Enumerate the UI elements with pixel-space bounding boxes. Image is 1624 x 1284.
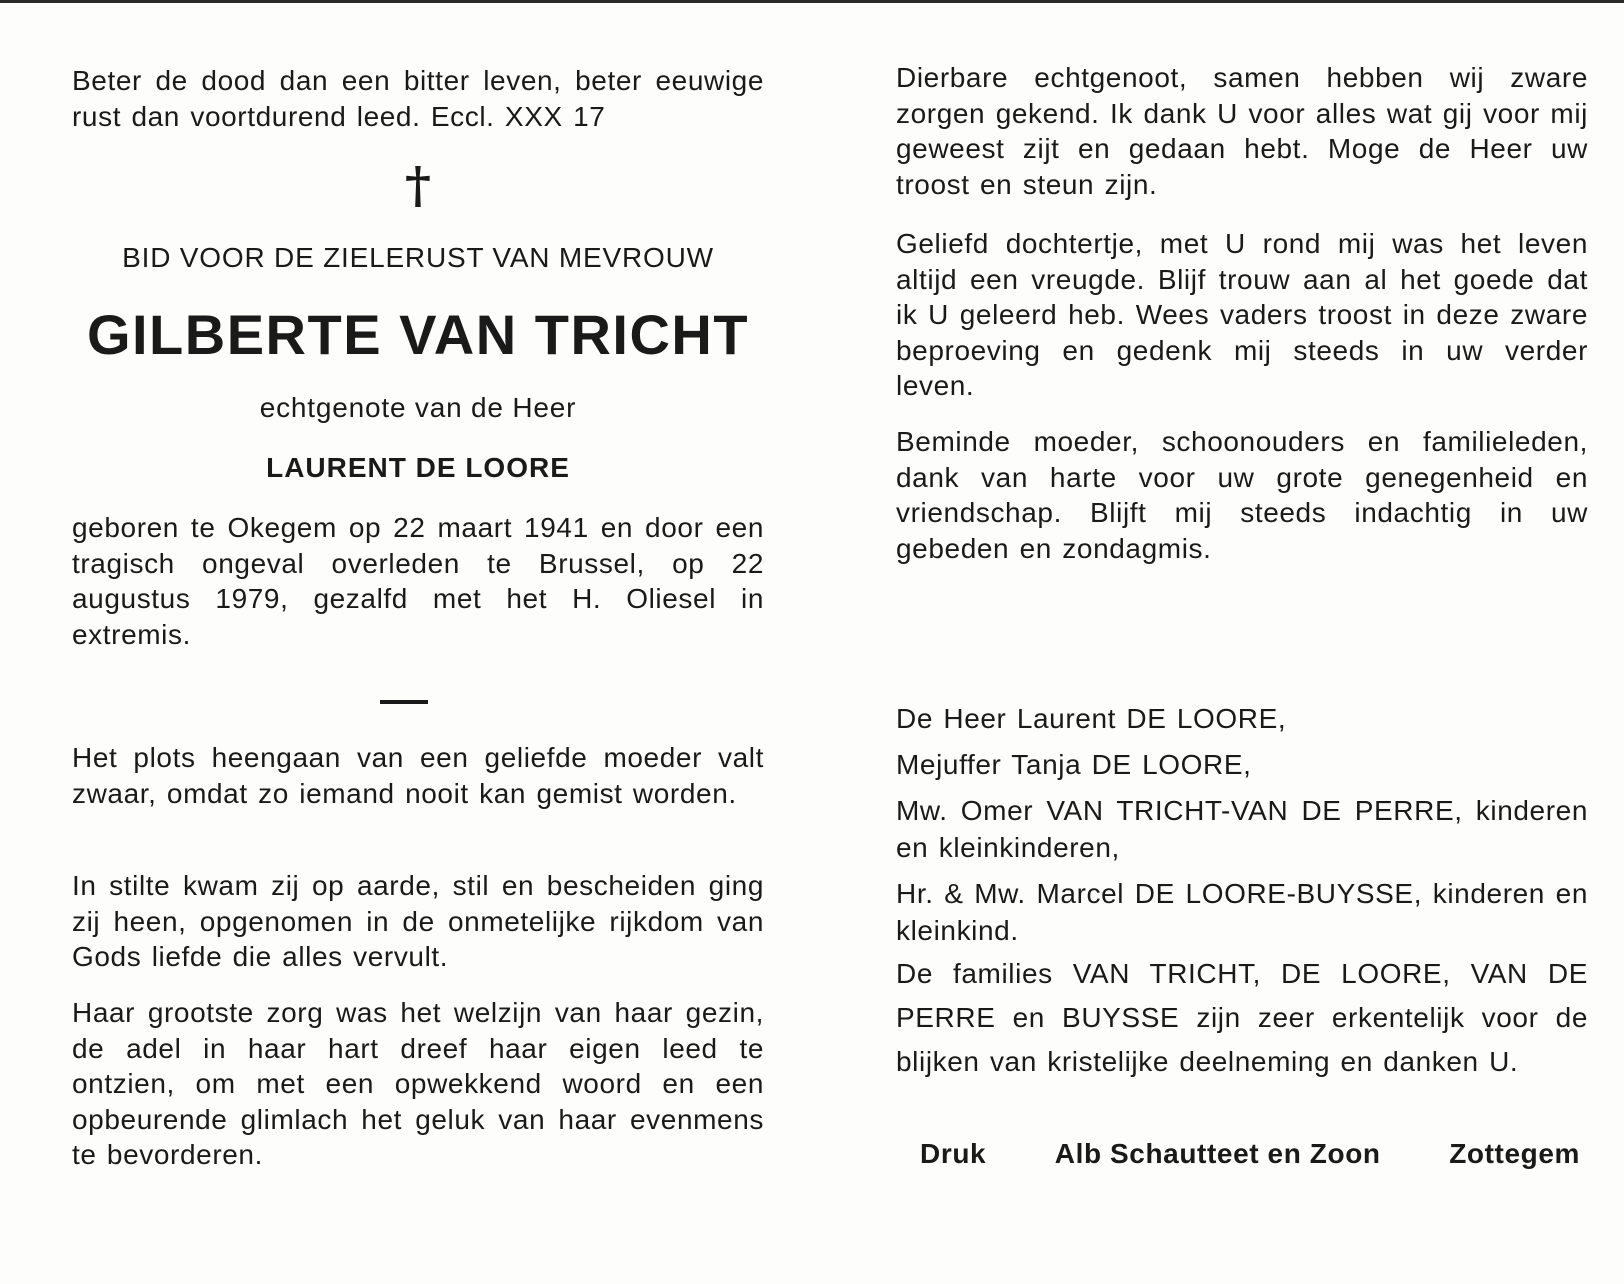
thanks-text: De families VAN TRICHT, DE LOORE, VAN DE PERRE en BUYSSE zijn zeer erkentelijk voor de blijken van kristelijke deelneming en danken U. (896, 958, 1588, 1077)
left-paragraph: Het plots heengaan van een geliefde moeder valt zwaar, omdat zo iemand nooit kan gemist worden. (72, 742, 764, 809)
prayer-request: BID VOOR DE ZIELERUST VAN MEVROUW (122, 242, 714, 273)
family-entry: Hr. & Mw. Marcel DE LOORE-BUYSSE, kinderen en kleinkind. (896, 878, 1588, 946)
card-top-edge (0, 0, 1624, 3)
birth-death-text: geboren te Okegem op 22 maart 1941 en door een tragisch ongeval overleden te Brussel, op 22 augustus 1979, gezalfd met het H. Oliesel in extremis. (72, 512, 764, 650)
family-entry: De Heer Laurent DE LOORE, (896, 703, 1287, 734)
printer-name: Alb Schautteet en Zoon (1054, 1138, 1381, 1169)
cross-icon: † (404, 155, 432, 214)
printer-label: Druk (920, 1138, 987, 1169)
spouse-name: LAURENT DE LOORE (266, 452, 570, 483)
spouse-intro: echtgenote van de Heer (259, 392, 577, 423)
left-paragraph: In stilte kwam zij op aarde, stil en bescheiden ging zij heen, opgenomen in de onmetelijke rijkdom van Gods liefde die alles vervult. (72, 870, 764, 972)
right-paragraph: Geliefd dochtertje, met U rond mij was het leven altijd een vreugde. Blijf trouw aan al het goede dat ik U geleerd heb. Wees vaders troost in deze zware beproeving en gedenk mij steeds in uw verder leven. (896, 228, 1588, 401)
divider (380, 700, 428, 704)
printer-credit (920, 1136, 1580, 1172)
left-paragraph: Haar grootste zorg was het welzijn van haar gezin, de adel in haar hart dreef haar eigen leed te ontzien, om met een opwekkend woord en een opbeurende glimlach het geluk van haar evenmens te bevorderen. (72, 997, 764, 1170)
right-paragraph: Dierbare echtgenoot, samen hebben wij zware zorgen gekend. Ik dank U voor alles wat gij voor mij geweest zijt en gedaan hebt. Moge de Heer uw troost en steun zijn. (896, 62, 1588, 200)
family-list (896, 700, 1588, 958)
deceased-name: GILBERTE VAN TRICHT (86, 303, 750, 366)
printer-city: Zottegem (1449, 1138, 1580, 1169)
right-paragraph: Beminde moeder, schoonouders en familieleden, dank van harte voor uw grote genegenheid en vriendschap. Blijft mij steeds indachtig in uw gebeden en zondagmis. (896, 426, 1588, 564)
family-entry: Mejuffer Tanja DE LOORE, (896, 749, 1252, 780)
epigraph: Beter de dood dan een bitter leven, beter eeuwige rust dan voortdurend leed. Eccl. XXX 17 (72, 65, 764, 132)
family-entry: Mw. Omer VAN TRICHT-VAN DE PERRE, kinderen en kleinkinderen, (896, 795, 1588, 863)
